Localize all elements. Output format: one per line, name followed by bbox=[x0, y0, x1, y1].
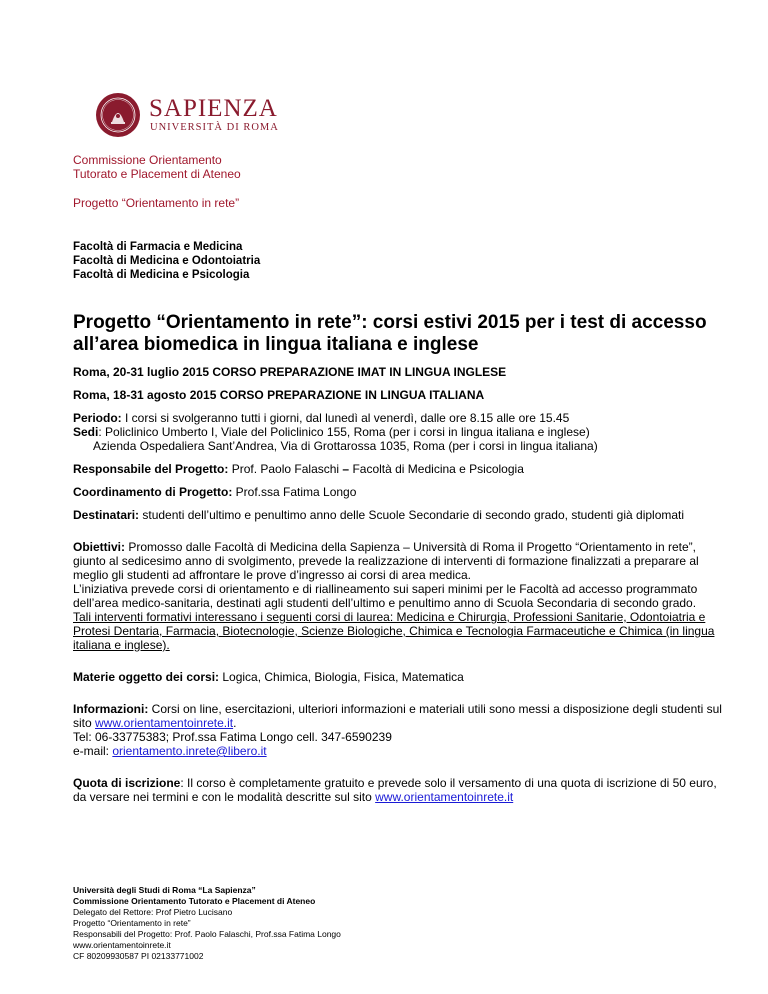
footer-responsabili: Responsabili del Progetto: Prof. Paolo Falaschi, Prof.ssa Fatima Longo bbox=[73, 929, 341, 939]
footer-website: www.orientamentoinrete.it bbox=[73, 940, 171, 950]
logo-subtitle: UNIVERSITÀ DI ROMA bbox=[150, 122, 279, 133]
footer-commission: Commissione Orientamento Tutorato e Placement di Ateneo bbox=[73, 896, 316, 906]
document-body bbox=[73, 365, 723, 804]
footer bbox=[73, 885, 341, 962]
footer-project: Progetto “Orientamento in rete” bbox=[73, 918, 191, 928]
footer-delegate: Delegato del Rettore: Prof Pietro Lucisano bbox=[73, 907, 233, 917]
website-link[interactable]: www.orientamentoinrete.it bbox=[95, 716, 234, 730]
commission-header bbox=[73, 153, 241, 181]
footer-university: Università degli Studi di Roma “La Sapienza” bbox=[73, 885, 256, 895]
website-link[interactable]: www.orientamentoinrete.it bbox=[375, 790, 514, 804]
responsabile-line: Responsabile del Progetto: Prof. Paolo Falaschi – Facoltà di Medicina e Psicologia bbox=[73, 462, 524, 476]
faculty-list bbox=[73, 240, 260, 282]
degree-courses-paragraph: Tali interventi formativi interessano i seguenti corsi di laurea: Medicina e Chirurgia, Professioni Sanitarie, Odontoiatria e Protesi Dentaria, Farmacia, Biotecnologie, Scienze Biologiche, Chimica e Tecnologia Farmaceutiche e Chimica (in lingua italiana e inglese). bbox=[73, 610, 715, 652]
informazioni-paragraph: Informazioni: Corsi on line, esercitazioni, ulteriori informazioni e materiali utili sono messi a disposizione degli studenti sul sito www.orientamentoinrete.it. bbox=[73, 702, 722, 730]
coordinamento-line: Coordinamento di Progetto: Prof.ssa Fatima Longo bbox=[73, 485, 357, 499]
email-line: e-mail: orientamento.inrete@libero.it bbox=[73, 744, 267, 758]
faculty-item: Facoltà di Medicina e Psicologia bbox=[73, 269, 250, 281]
obiettivi-paragraph-2: L’iniziativa prevede corsi di orientamento e di riallineamento sui saperi minimi per le Facoltà ad accesso programmato dell’area medico-sanitaria, destinati agli studenti dell’ultimo e penultimo anno di Scuola Secondaria di secondo grado. bbox=[73, 582, 698, 610]
telephone-line: Tel: 06-33775383; Prof.ssa Fatima Longo cell. 347-6590239 bbox=[73, 730, 392, 744]
project-name: Progetto “Orientamento in rete” bbox=[73, 196, 240, 210]
materie-line: Materie oggetto dei corsi: Logica, Chimica, Biologia, Fisica, Matematica bbox=[73, 670, 464, 684]
course-line-imat: Roma, 20-31 luglio 2015 CORSO PREPARAZIONE IMAT IN LINGUA INGLESE bbox=[73, 365, 507, 379]
sapienza-logo bbox=[95, 92, 279, 138]
footer-fiscal-codes: CF 80209930587 PI 02133771002 bbox=[73, 951, 204, 961]
commission-line-1: Commissione Orientamento bbox=[73, 153, 222, 167]
sedi-line: Sedi: Policlinico Umberto I, Viale del Policlinico 155, Roma (per i corsi in lingua italiana e inglese) bbox=[73, 425, 590, 439]
document-title: Progetto “Orientamento in rete”: corsi estivi 2015 per i test di accesso all’area biomedica in lingua italiana e inglese bbox=[73, 312, 707, 355]
sedi-line-2: Azienda Ospedaliera Sant’Andrea, Via di Grottarossa 1035, Roma (per i corsi in lingua italiana) bbox=[93, 439, 598, 453]
faculty-item: Facoltà di Medicina e Odontoiatria bbox=[73, 255, 261, 267]
logo-name: SAPIENZA bbox=[149, 95, 278, 122]
quota-paragraph: Quota di iscrizione: Il corso è completamente gratuito e prevede solo il versamento di una quota di iscrizione di 50 euro, da versare nei termini e con le modalità descritte sul sito www.orientamentoinrete.it bbox=[73, 776, 717, 804]
obiettivi-paragraph: Obiettivi: Promosso dalle Facoltà di Medicina della Sapienza – Università di Roma il Progetto “Orientamento in rete”, giunto al sedicesimo anno di svolgimento, prevede la realizzazione di interventi di formazione finalizzati a preparare al meglio gli studenti ad affrontare le prove d’ingresso ai corsi di area medica. bbox=[73, 540, 699, 582]
email-link[interactable]: orientamento.inrete@libero.it bbox=[112, 744, 267, 758]
destinatari-paragraph: Destinatari: studenti dell’ultimo e penultimo anno delle Scuole Secondarie di secondo grado, studenti già diplomati bbox=[73, 508, 685, 522]
faculty-item: Facoltà di Farmacia e Medicina bbox=[73, 241, 243, 253]
periodo-line: Periodo: I corsi si svolgeranno tutti i giorni, dal lunedì al venerdì, dalle ore 8.15 alle ore 15.45 bbox=[73, 411, 570, 425]
course-line-italian: Roma, 18-31 agosto 2015 CORSO PREPARAZIONE IN LINGUA ITALIANA bbox=[73, 388, 485, 402]
university-seal-icon bbox=[95, 92, 141, 138]
commission-line-2: Tutorato e Placement di Ateneo bbox=[73, 167, 241, 181]
